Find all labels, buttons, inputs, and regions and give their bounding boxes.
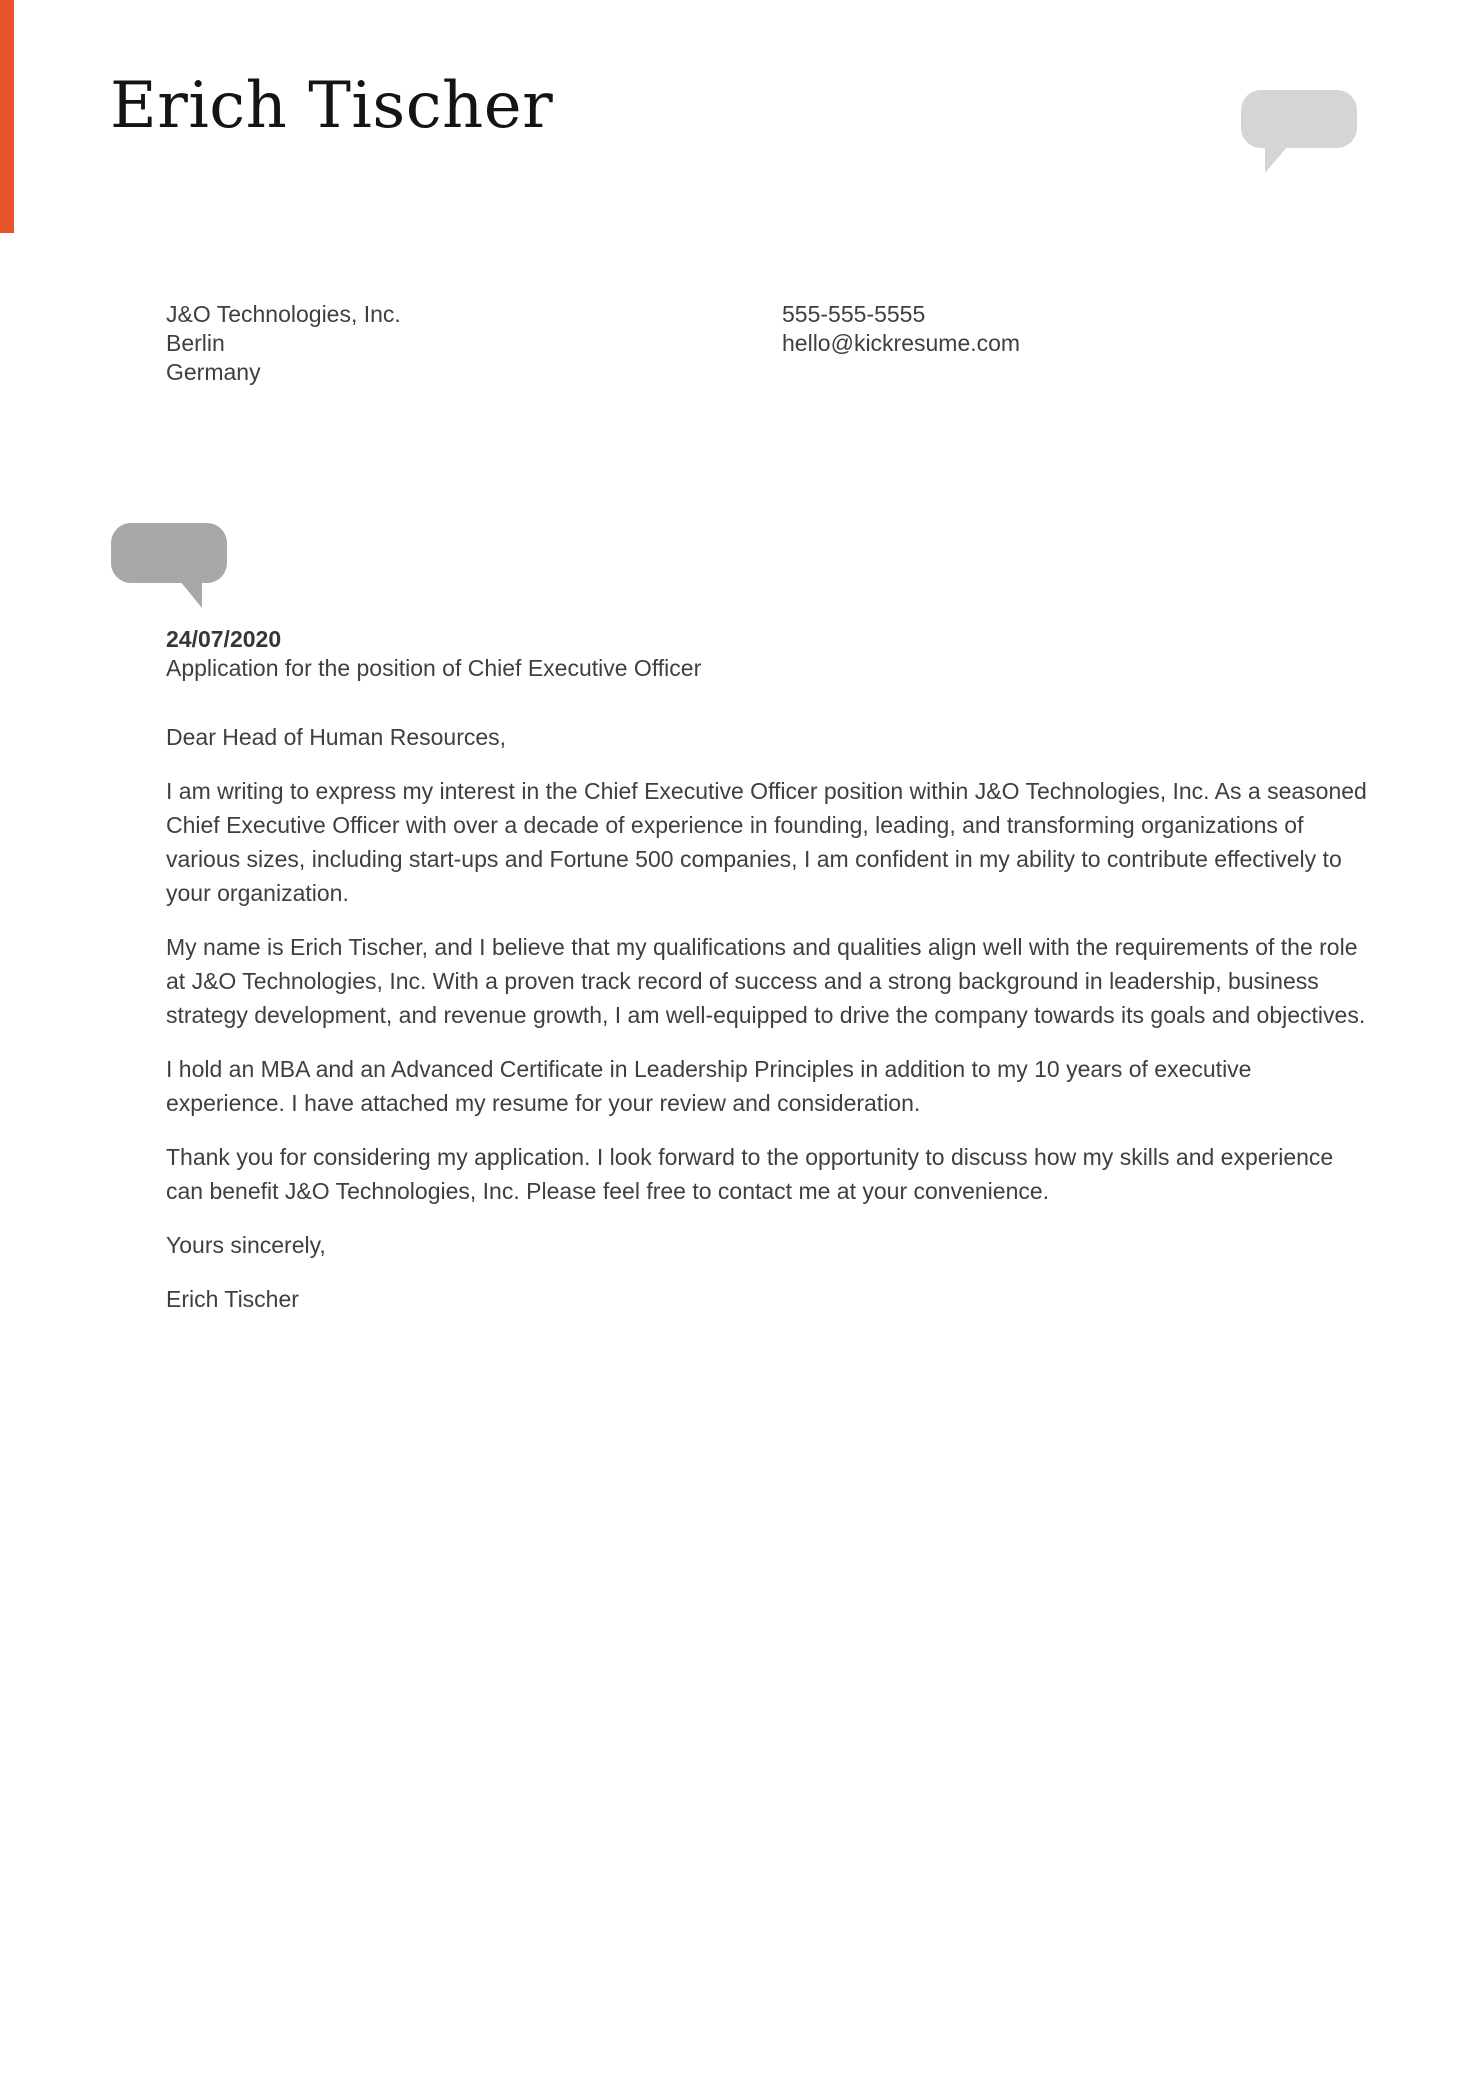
letter-signature: Erich Tischer	[166, 1286, 299, 1312]
sender-phone: 555-555-5555	[782, 301, 926, 327]
recipient-company: J&O Technologies, Inc.	[166, 301, 401, 327]
page-title: Erich Tischer	[110, 69, 554, 143]
letter-paragraph: Thank you for considering my application. I look forward to the opportunity to discuss how my skills and experience can benefit J&O Technologies, Inc. Please feel free to contact me at your convenience.	[166, 1144, 1334, 1204]
letter-body	[166, 625, 1368, 1336]
recipient-city: Berlin	[166, 330, 225, 356]
letter-paragraph: My name is Erich Tischer, and I believe that my qualifications and qualities align well with the requirements of the role at J&O Technologies, Inc. With a proven track record of success and a strong background in leadership, business strategy development, and revenue growth, I am well-equipped to drive the company towards its goals and objectives.	[166, 934, 1366, 1028]
sender-contact-block	[782, 300, 1020, 358]
sender-email: hello@kickresume.com	[782, 330, 1021, 356]
letter-subject: Application for the position of Chief Executive Officer	[166, 655, 702, 681]
recipient-country: Germany	[166, 359, 261, 385]
accent-bar	[0, 0, 14, 233]
speech-bubble-icon	[111, 523, 227, 609]
letter-date: 24/07/2020	[166, 626, 282, 652]
letter-paragraph: I am writing to express my interest in the Chief Executive Officer position within J&O Technologies, Inc. As a seasoned Chief Executive Officer with over a decade of experience in founding, leading, and transforming organizations of various sizes, including start-ups and Fortune 500 companies, I am confident in my ability to contribute effectively to your organization.	[166, 778, 1367, 906]
recipient-address-block	[166, 300, 401, 387]
letter-greeting: Dear Head of Human Resources,	[166, 724, 507, 750]
speech-bubble-icon	[1241, 90, 1357, 174]
letter-paragraph: I hold an MBA and an Advanced Certificate in Leadership Principles in addition to my 10 years of executive experience. I have attached my resume for your review and consideration.	[166, 1056, 1252, 1116]
letter-closing: Yours sincerely,	[166, 1232, 326, 1258]
